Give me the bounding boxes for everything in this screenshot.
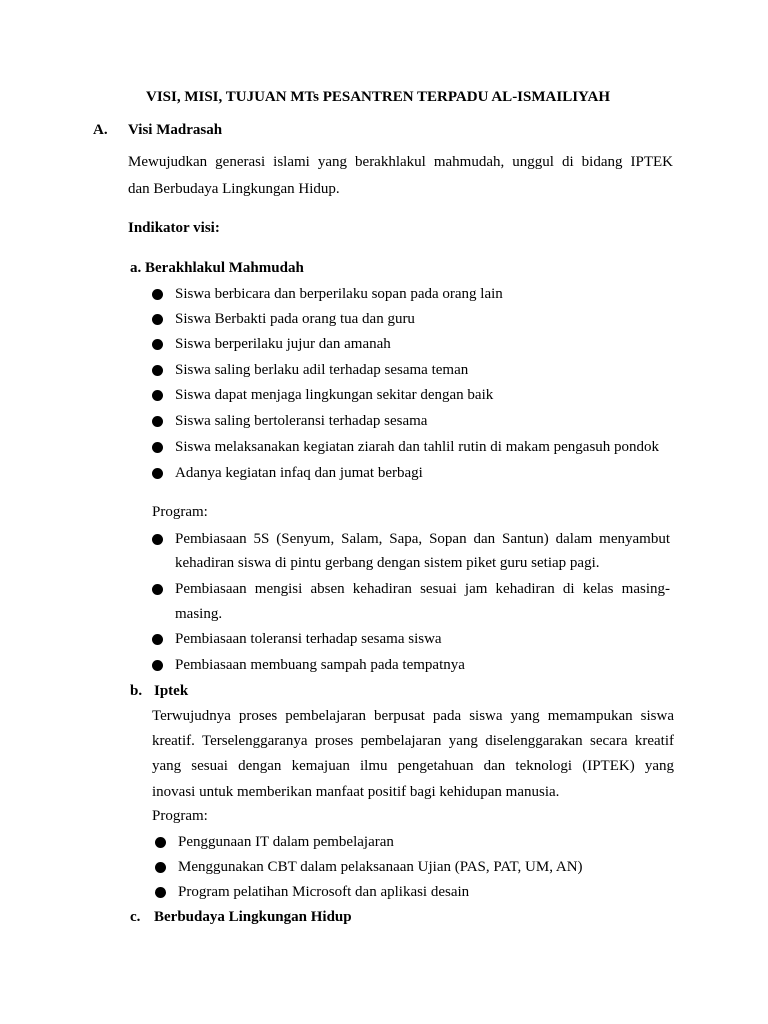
bullet-icon	[152, 339, 163, 350]
bullet-icon	[155, 862, 166, 873]
indicator-a-item: Siswa berbicara dan berperilaku sopan pada orang lain	[175, 286, 503, 302]
vision-text-line-2: dan Berbudaya Lingkungan Hidup.	[128, 181, 340, 197]
bullet-icon	[152, 634, 163, 645]
program-item-line: kehadiran siswa di pintu gerbang dengan sistem piket guru setiap pagi.	[175, 555, 600, 571]
indicator-a-program-label: Program:	[152, 504, 208, 520]
bullet-icon	[152, 442, 163, 453]
iptek-paragraph-line: kreatif. Terselenggaranya proses pembelajaran yang diselenggarakan secara kreatif	[152, 733, 674, 749]
iptek-program-item: Menggunakan CBT dalam pelaksanaan Ujian (PAS, PAT, UM, AN)	[178, 859, 583, 875]
iptek-program-item: Program pelatihan Microsoft dan aplikasi desain	[178, 884, 470, 900]
bullet-icon	[152, 584, 163, 595]
bullet-icon	[152, 365, 163, 376]
indicator-a-item: Adanya kegiatan infaq dan jumat berbagi	[175, 465, 423, 481]
indicator-c-letter: c.	[130, 909, 141, 925]
bullet-icon	[152, 289, 163, 300]
iptek-paragraph-line: inovasi untuk memberikan manfaat positif bagi kehidupan manusia.	[152, 784, 560, 800]
program-item-line: Pembiasaan membuang sampah pada tempatnya	[175, 657, 465, 673]
bullet-icon	[152, 534, 163, 545]
bullet-icon	[152, 660, 163, 671]
vision-text-line-1: Mewujudkan generasi islami yang berakhlakul mahmudah, unggul di bidang IPTEK	[128, 154, 673, 170]
indicator-a-item: Siswa saling bertoleransi terhadap sesama	[175, 413, 428, 429]
iptek-paragraph-line: Terwujudnya proses pembelajaran berpusat pada siswa yang memampukan siswa	[152, 708, 674, 724]
indicator-a-item: Siswa saling berlaku adil terhadap sesama teman	[175, 362, 469, 378]
program-item-line: Pembiasaan mengisi absen kehadiran sesuai jam kehadiran di kelas masing-	[175, 581, 670, 597]
program-item-line: masing.	[175, 606, 223, 622]
indicator-b-heading: Iptek	[154, 683, 189, 699]
program-item-line: Pembiasaan 5S (Senyum, Salam, Sapa, Sopan dan Santun) dalam menyambut	[175, 531, 670, 547]
indicator-a-heading: a. Berakhlakul Mahmudah	[130, 260, 304, 276]
indicator-a-item: Siswa dapat menjaga lingkungan sekitar dengan baik	[175, 387, 494, 403]
section-a-letter: A.	[93, 122, 108, 138]
bullet-icon	[152, 468, 163, 479]
indicator-a-item: Siswa melaksanakan kegiatan ziarah dan tahlil rutin di makam pengasuh pondok	[175, 439, 660, 455]
indicator-a-item: Siswa Berbakti pada orang tua dan guru	[175, 311, 415, 327]
bullet-icon	[152, 314, 163, 325]
page-title: VISI, MISI, TUJUAN MTs PESANTREN TERPADU AL-ISMAILIYAH	[146, 89, 610, 105]
program-item-line: Pembiasaan toleransi terhadap sesama siswa	[175, 631, 442, 647]
indicator-c-heading: Berbudaya Lingkungan Hidup	[154, 909, 352, 925]
indicator-heading: Indikator visi:	[128, 220, 220, 236]
iptek-program-item: Penggunaan IT dalam pembelajaran	[178, 834, 394, 850]
indicator-b-letter: b.	[130, 683, 143, 699]
section-a-heading: Visi Madrasah	[128, 122, 223, 138]
bullet-icon	[152, 416, 163, 427]
indicator-a-item: Siswa berperilaku jujur dan amanah	[175, 336, 391, 352]
iptek-paragraph-line: yang sesuai dengan kemajuan ilmu pengetahuan dan teknologi (IPTEK) yang	[152, 758, 674, 774]
indicator-b-program-label: Program:	[152, 808, 208, 824]
bullet-icon	[155, 887, 166, 898]
bullet-icon	[152, 390, 163, 401]
bullet-icon	[155, 837, 166, 848]
